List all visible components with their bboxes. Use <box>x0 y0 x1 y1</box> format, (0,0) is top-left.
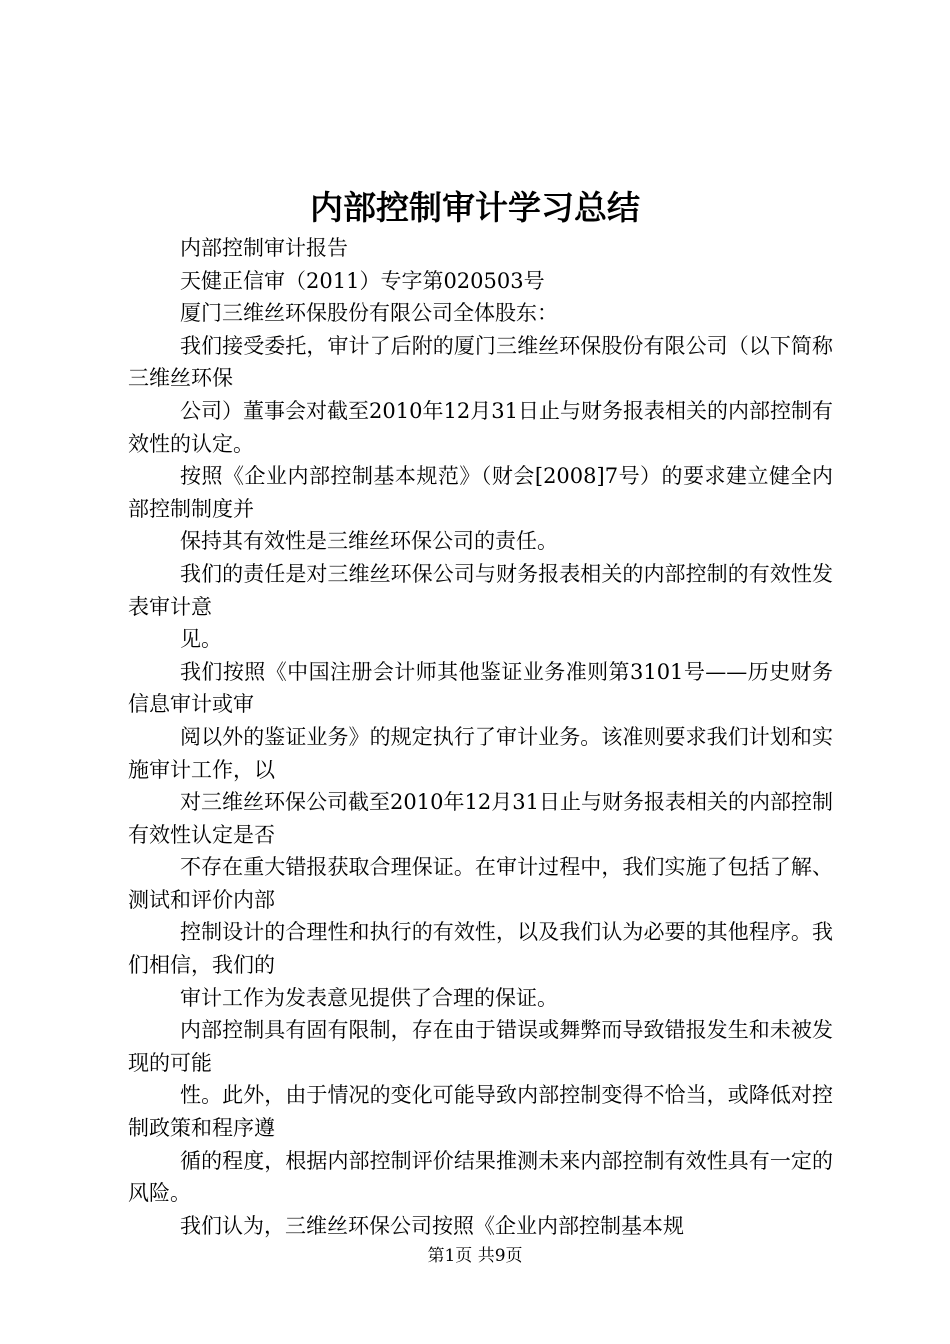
paragraph: 循的程度，根据内部控制评价结果推测未来内部控制有效性具有一定的风险。 <box>128 1148 833 1206</box>
paragraph: 见。 <box>180 627 222 652</box>
paragraph: 性。此外，由于情况的变化可能导致内部控制变得不恰当，或降低对控制政策和程序遵 <box>128 1083 833 1141</box>
paragraph: 控制设计的合理性和执行的有效性，以及我们认为必要的其他程序。我们相信，我们的 <box>128 920 833 978</box>
page-footer: 第1页 共9页 <box>427 1246 523 1266</box>
paragraph: 我们认为，三维丝环保公司按照《企业内部控制基本规 <box>180 1213 684 1238</box>
paragraph: 内部控制审计报告 <box>180 236 348 260</box>
paragraph: 对三维丝环保公司截至2010年12月31日止与财务报表相关的内部控制有效性认定是否 <box>128 790 833 847</box>
paragraph: 天健正信审（2011）专字第020503号 <box>180 268 545 293</box>
paragraph: 保持其有效性是三维丝环保公司的责任。 <box>180 529 558 554</box>
document-title: 内部控制审计学习总结 <box>310 188 640 227</box>
paragraph: 我们的责任是对三维丝环保公司与财务报表相关的内部控制的有效性发表审计意 <box>128 561 833 619</box>
paragraph: 厦门三维丝环保股份有限公司全体股东： <box>180 301 558 326</box>
paragraph: 不存在重大错报获取合理保证。在审计过程中，我们实施了包括了解、测试和评价内部 <box>128 855 833 912</box>
document-body <box>128 232 833 1242</box>
paragraph: 按照《企业内部控制基本规范》（财会[2008]7号）的要求建立健全内部控制制度并 <box>128 464 833 521</box>
paragraph: 阅以外的鉴证业务》的规定执行了审计业务。该准则要求我们计划和实施审计工作，以 <box>128 724 833 782</box>
paragraph: 内部控制具有固有限制，存在由于错误或舞弊而导致错报发生和未被发现的可能 <box>128 1018 833 1075</box>
paragraph: 审计工作为发表意见提供了合理的保证。 <box>180 985 558 1010</box>
paragraph: 公司）董事会对截至2010年12月31日止与财务报表相关的内部控制有效性的认定。 <box>128 398 833 456</box>
paragraph: 我们接受委托，审计了后附的厦门三维丝环保股份有限公司（以下简称三维丝环保 <box>128 333 833 391</box>
paragraph: 我们按照《中国注册会计师其他鉴证业务准则第3101号——历史财务信息审计或审 <box>128 659 833 717</box>
